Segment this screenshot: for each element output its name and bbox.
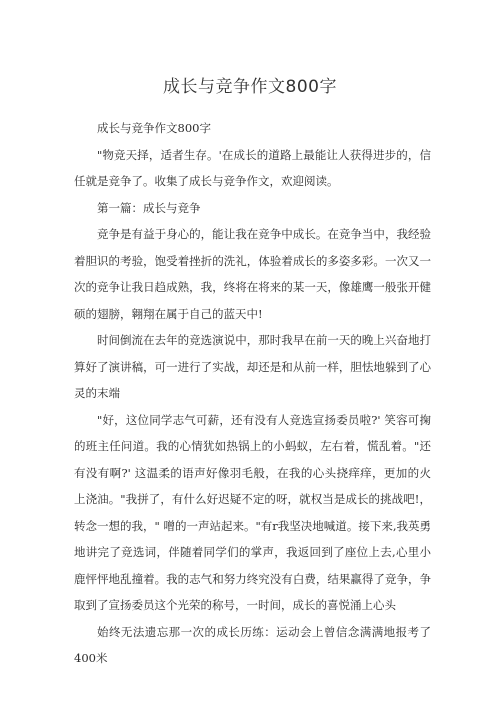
paragraph-body: 竞争是有益于身心的，能让我在竞争中成长。在竞争当中，我经验着胆识的考验，饱受着挫折的洗礼，体验着成长的多姿多彩。一次又一次的竞争让我日趋成熟，我，终将在将来的某一天，像雄鹰一般张开健硕的翅膀，翱翔在属于自己的蓝天中! xyxy=(74,227,431,321)
paragraph-body: 始终无法遗忘那一次的成长历练：运动会上曾信念满满地报考了400米 xyxy=(74,624,431,665)
paragraph-intro: "物竞天择，适者生存。'在成长的道路上最能让人获得进步的，信任就是竞争了。收集了成长与竞争作文，欢迎阅读。 xyxy=(74,147,431,188)
paragraph-section-heading: 第一篇：成长与竞争 xyxy=(97,200,201,215)
paragraph-body: "好，这位同学志气可薪，还有没有人竞选宣扬委员啦?' 笑容可掬的班主任问道。我的心情犹如热锅上的小蚂蚁，左右着，慌乱着。"还有没有啊?' 这温柔的语声好像羽毛般，在我的心头挠痒痒，更加的火上浇油。"我拼了，有什么好迟疑不定的呀，就权当是成长的挑战吧!，转念一想的我，" 噌的一声站起来。"有r我坚决地喊道。接下来,我英勇地讲完了竞选词，伴随着同学们的掌声，我返回到了座位上去,心里小鹿怦怦地乱撞着。我的志气和努力终究没有白费，结果赢得了竞争，争取到了宣扬委员这个光荣的称号，一时间，成长的喜悦涌上心头 xyxy=(74,412,431,612)
document-body xyxy=(74,115,431,672)
paragraph-body: 时间倒流在去年的竞选演说中，那时我早在前一天的晚上兴奋地打算好了演讲稿，可一进行了实战，却还是和从前一样，胆怯地躲到了心灵的末端 xyxy=(74,333,431,400)
paragraph-subtitle: 成长与竞争作文800字 xyxy=(97,121,211,135)
page-title: 成长与竞争作文800字 xyxy=(163,77,337,97)
